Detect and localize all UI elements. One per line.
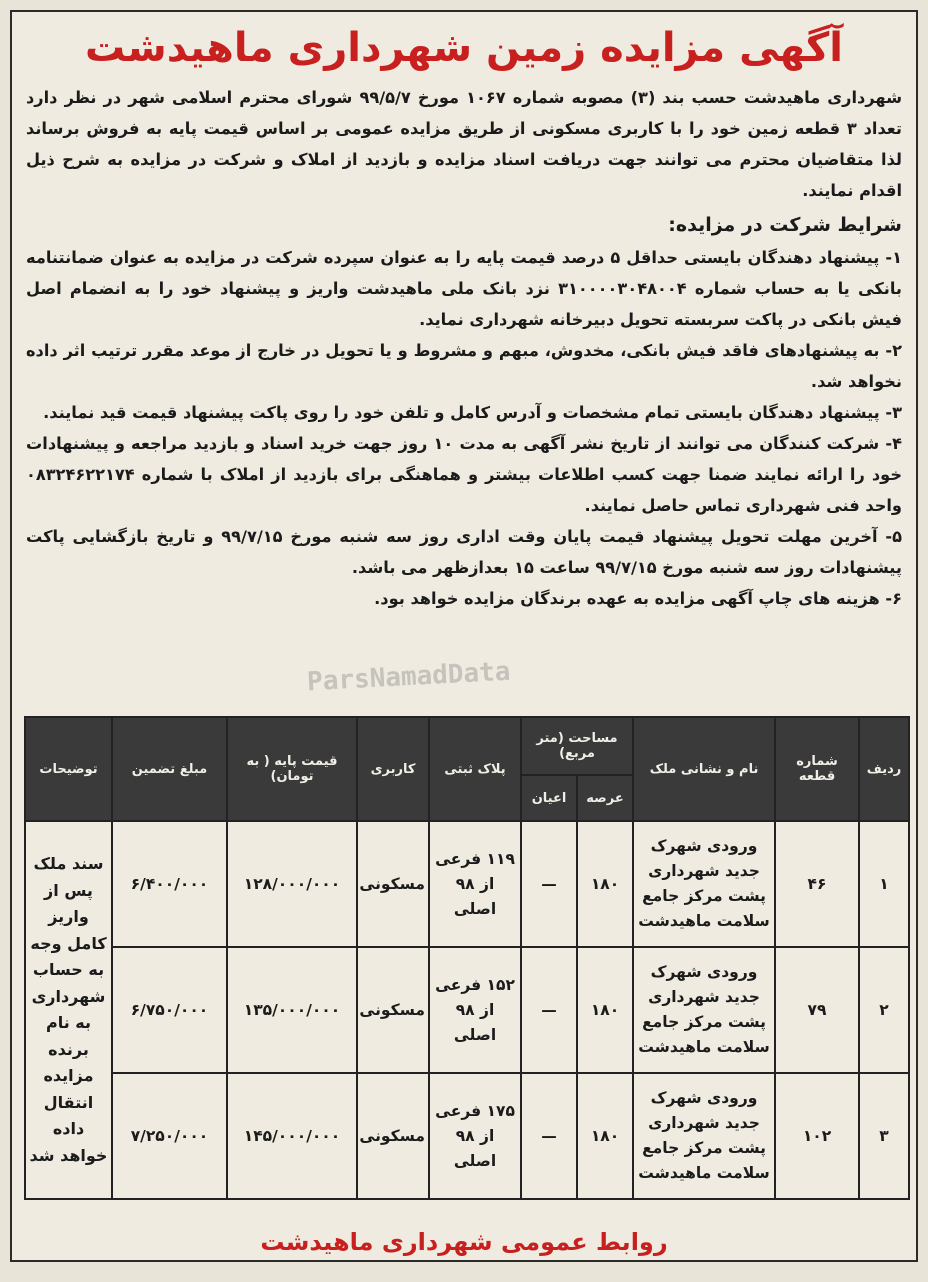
ad-title: آگهی مزایده زمین شهرداری ماهیدشت — [85, 25, 843, 71]
cell-area-building: — — [521, 821, 577, 947]
cell-base-price: ۱۴۵/۰۰۰/۰۰۰ — [227, 1073, 357, 1199]
clause-6: ۶- هزینه های چاپ آگهی مزایده به عهده برندگان مزایده خواهد بود. — [374, 589, 902, 608]
table-row — [25, 947, 909, 1073]
header-usage: کاربری — [357, 717, 429, 821]
newspaper-ad — [10, 10, 918, 1262]
cell-base-price: ۱۲۸/۰۰۰/۰۰۰ — [227, 821, 357, 947]
cell-area-building: — — [521, 1073, 577, 1199]
cell-usage: مسکونی — [357, 821, 429, 947]
cell-name-address: ورودی شهرک جدید شهرداری پشت مرکز جامع سلامت ماهیدشت — [633, 821, 775, 947]
cell-area-land: ۱۸۰ — [577, 1073, 633, 1199]
cell-deposit: ۷/۲۵۰/۰۰۰ — [112, 1073, 227, 1199]
cell-row-number: ۱ — [859, 821, 909, 947]
table-row — [25, 1073, 909, 1199]
table-header-row — [25, 717, 909, 775]
conditions-list — [26, 242, 902, 614]
clause-1: ۱- پیشنهاد دهندگان بایستی حداقل ۵ درصد قیمت پایه را به عنوان سپرده شرکت در مزایده به عنوان ضمانتنامه بانکی یا به حساب شماره ۳۱۰۰۰۰۳۰۴۸۰۰۴ نزد بانک ملی ماهیدشت واریز و پیشنهاد خود را به انضمام اصل فیش بانکی در پاکت سربسته تحویل دبیرخانه شهرداری نماید. — [26, 248, 903, 329]
cell-row-number: ۳ — [859, 1073, 909, 1199]
cell-notes: سند ملک پس از واریز کامل وجه به حساب شهرداری به نام برنده مزایده انتقال داده خواهد شد — [25, 821, 112, 1199]
cell-deposit: ۶/۷۵۰/۰۰۰ — [112, 947, 227, 1073]
header-lot-number: شماره قطعه — [775, 717, 859, 821]
conditions-title: شرایط شرکت در مزایده: — [668, 214, 902, 236]
cell-area-land: ۱۸۰ — [577, 947, 633, 1073]
header-base-price: قیمت پایه ( به تومان) — [227, 717, 357, 821]
cell-name-address: ورودی شهرک جدید شهرداری پشت مرکز جامع سلامت ماهیدشت — [633, 1073, 775, 1199]
header-notes: توضیحات — [25, 717, 112, 821]
header-name-address: نام و نشانی ملک — [633, 717, 775, 821]
footer-signature: روابط عمومی شهرداری ماهیدشت — [260, 1228, 668, 1256]
clause-5: ۵- آخرین مهلت تحویل پیشنهاد قیمت پایان وقت اداری روز سه شنبه مورخ ۹۹/۷/۱۵ و تاریخ بازگشایی پاکت پیشنهادات روز سه شنبه مورخ ۹۹/۷/۱۵ ساعت ۱۵ بعدازظهر می باشد. — [26, 527, 902, 577]
header-plate: پلاک ثبتی — [429, 717, 521, 821]
header-area-land: عرصه — [577, 775, 633, 821]
cell-row-number: ۲ — [859, 947, 909, 1073]
cell-usage: مسکونی — [357, 947, 429, 1073]
header-area: مساحت (متر مربع) — [521, 717, 633, 775]
cell-area-building: — — [521, 947, 577, 1073]
cell-area-land: ۱۸۰ — [577, 821, 633, 947]
cell-name-address: ورودی شهرک جدید شهرداری پشت مرکز جامع سلامت ماهیدشت — [633, 947, 775, 1073]
cell-lot-number: ۴۶ — [775, 821, 859, 947]
clause-4: ۴- شرکت کنندگان می توانند از تاریخ نشر آگهی به مدت ۱۰ روز جهت خرید اسناد و بازدید مراجعه و پیشنهادات خود را ارائه نمایند ضمنا جهت کسب اطلاعات بیشتر و هماهنگی برای بازدید از املاک با شماره ۰۸۳۲۴۶۲۲۱۷۴ واحد فنی شهرداری تماس حاصل نمایند. — [26, 434, 902, 515]
header-row-number: ردیف — [859, 717, 909, 821]
clause-2: ۲- به پیشنهادهای فاقد فیش بانکی، مخدوش، مبهم و مشروط و یا تحویل در خارج از موعد مقرر ترتیب اثر داده نخواهد شد. — [26, 341, 902, 391]
cell-deposit: ۶/۴۰۰/۰۰۰ — [112, 821, 227, 947]
table-row — [25, 821, 909, 947]
cell-plate: ۱۱۹ فرعی از ۹۸ اصلی — [429, 821, 521, 947]
header-area-building: اعیان — [521, 775, 577, 821]
cell-usage: مسکونی — [357, 1073, 429, 1199]
cell-lot-number: ۷۹ — [775, 947, 859, 1073]
cell-lot-number: ۱۰۲ — [775, 1073, 859, 1199]
header-deposit: مبلغ تضمین — [112, 717, 227, 821]
cell-plate: ۱۷۵ فرعی از ۹۸ اصلی — [429, 1073, 521, 1199]
watermark: ParsNamadData — [306, 656, 512, 698]
clause-3: ۳- پیشنهاد دهندگان بایستی تمام مشخصات و آدرس کامل و تلفن خود را روی پاکت پیشنهاد قیمت قید نمایند. — [43, 403, 902, 422]
cell-base-price: ۱۳۵/۰۰۰/۰۰۰ — [227, 947, 357, 1073]
cell-plate: ۱۵۲ فرعی از ۹۸ اصلی — [429, 947, 521, 1073]
intro-paragraph: شهرداری ماهیدشت حسب بند (۳) مصوبه شماره ۱۰۶۷ مورخ ۹۹/۵/۷ شورای محترم اسلامی شهر در نظر دارد تعداد ۳ قطعه زمین خود را با کاربری مسکونی از طریق مزایده عمومی بر اساس قیمت پایه به فروش برساند لذا متقاضیان محترم می توانند جهت دریافت اسناد مزایده و بازدید از املاک و شرکت در مزایده به شرح ذیل اقدام نمایند. — [26, 88, 903, 200]
lots-table — [24, 716, 910, 1200]
